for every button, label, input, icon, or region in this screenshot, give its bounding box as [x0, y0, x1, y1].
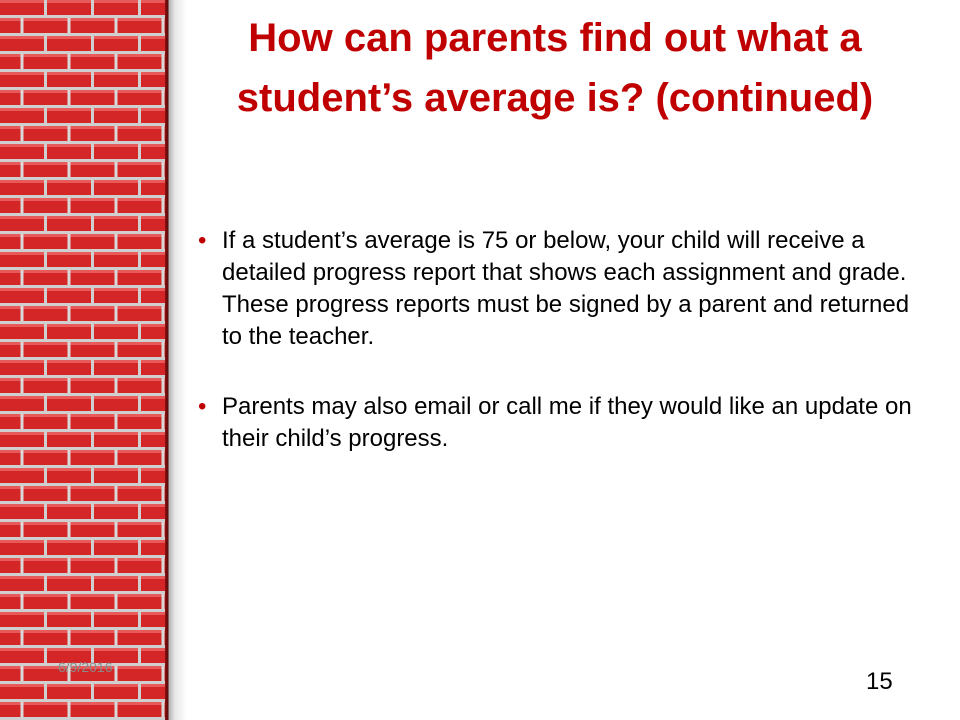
brick-highlight [47, 108, 91, 111]
brick-highlight [0, 18, 21, 21]
brick-highlight [47, 612, 91, 615]
bullet-list [188, 225, 918, 493]
brick-highlight [0, 54, 21, 57]
brick-highlight [0, 450, 21, 453]
brick-highlight [0, 342, 21, 345]
brick-highlight [24, 594, 68, 597]
bullet-item [188, 225, 918, 353]
slide-title: How can parents find out what a student’s average is? (continued) [236, 16, 874, 120]
brick-highlight [0, 378, 21, 381]
brick-highlight [141, 252, 165, 255]
brick-highlight [71, 378, 115, 381]
brick-highlight [94, 108, 138, 111]
brick-highlight [24, 702, 68, 705]
brick-highlight [141, 432, 165, 435]
brick-highlight [0, 504, 44, 507]
brick-highlight [24, 162, 68, 165]
brick-highlight [47, 648, 91, 651]
brick-highlight [0, 414, 21, 417]
brick-highlight [47, 324, 91, 327]
brick-highlight [0, 684, 44, 687]
brick-highlight [118, 378, 162, 381]
brick-highlight [71, 414, 115, 417]
brick-highlight [71, 54, 115, 57]
brick-highlight [71, 558, 115, 561]
brick-highlight [47, 432, 91, 435]
brick-highlight [71, 486, 115, 489]
bullet-text: If a student’s average is 75 or below, your child will receive a detailed progress report that shows each assignment and grade. These progress reports must be signed by a parent and returned to the teacher. [222, 227, 910, 350]
brick-highlight [0, 234, 21, 237]
brick-highlight [94, 432, 138, 435]
brick-highlight [0, 324, 44, 327]
brick-highlight [141, 540, 165, 543]
brick-highlight [0, 144, 44, 147]
brick-highlight [47, 540, 91, 543]
brick-highlight [141, 0, 165, 3]
brick-pattern [0, 0, 165, 720]
brick-highlight [71, 594, 115, 597]
brick-highlight [141, 360, 165, 363]
brick-highlight [24, 198, 68, 201]
brick-highlight [94, 684, 138, 687]
brick-highlight [0, 558, 21, 561]
brick-highlight [118, 486, 162, 489]
brick-highlight [24, 234, 68, 237]
brick-highlight [47, 216, 91, 219]
brick-highlight [0, 540, 44, 543]
brick-highlight [141, 180, 165, 183]
brick-highlight [24, 450, 68, 453]
brick-highlight [71, 702, 115, 705]
brick-highlight [118, 522, 162, 525]
brick-highlight [71, 270, 115, 273]
brick-highlight [141, 108, 165, 111]
brick-highlight [118, 162, 162, 165]
brick-highlight [0, 180, 44, 183]
brick-highlight [118, 630, 162, 633]
brick-highlight [118, 702, 162, 705]
brick-highlight [94, 504, 138, 507]
brick-highlight [71, 234, 115, 237]
brick-highlight [24, 630, 68, 633]
brick-highlight [47, 504, 91, 507]
brick-highlight [24, 90, 68, 93]
brick-highlight [0, 522, 21, 525]
brick-highlight [47, 180, 91, 183]
brick-highlight [94, 216, 138, 219]
brick-highlight [94, 72, 138, 75]
brick-highlight [0, 270, 21, 273]
brick-highlight [0, 252, 44, 255]
brick-highlight [94, 612, 138, 615]
brick-highlight [0, 666, 21, 669]
brick-wall-decoration [0, 0, 165, 720]
brick-highlight [71, 126, 115, 129]
brick-highlight [24, 486, 68, 489]
brick-highlight [94, 36, 138, 39]
brick-highlight [141, 144, 165, 147]
brick-highlight [0, 486, 21, 489]
brick-highlight [24, 414, 68, 417]
brick-highlight [94, 0, 138, 3]
brick-highlight [94, 144, 138, 147]
brick-highlight [118, 126, 162, 129]
brick-highlight [118, 54, 162, 57]
brick-highlight [0, 432, 44, 435]
brick-highlight [118, 450, 162, 453]
brick-highlight [24, 270, 68, 273]
brick-highlight [47, 72, 91, 75]
brick-highlight [0, 198, 21, 201]
brick-highlight [24, 126, 68, 129]
brick-highlight [94, 540, 138, 543]
brick-highlight [24, 306, 68, 309]
brick-highlight [118, 270, 162, 273]
brick-highlight [71, 630, 115, 633]
slide-number: 15 [866, 668, 893, 695]
brick-highlight [141, 468, 165, 471]
brick-highlight [0, 36, 44, 39]
brick-highlight [24, 342, 68, 345]
brick-highlight [47, 360, 91, 363]
brick-highlight [71, 342, 115, 345]
brick-highlight [118, 666, 162, 669]
bullet-icon: • [198, 227, 207, 254]
brick-highlight [0, 360, 44, 363]
brick-highlight [0, 630, 21, 633]
brick-highlight [118, 234, 162, 237]
brick-highlight [0, 126, 21, 129]
brick-highlight [71, 162, 115, 165]
brick-highlight [47, 576, 91, 579]
brick-highlight [94, 396, 138, 399]
brick-highlight [24, 522, 68, 525]
brick-highlight [94, 576, 138, 579]
bullet-text: Parents may also email or call me if they would like an update on their child’s progress. [222, 393, 912, 452]
brick-highlight [118, 342, 162, 345]
brick-highlight [118, 414, 162, 417]
brick-highlight [24, 378, 68, 381]
brick-highlight [141, 684, 165, 687]
brick-highlight [141, 504, 165, 507]
brick-highlight [0, 576, 44, 579]
brick-highlight [0, 468, 44, 471]
brick-highlight [118, 306, 162, 309]
brick-highlight [141, 648, 165, 651]
brick-highlight [94, 360, 138, 363]
brick-highlight [0, 306, 21, 309]
brick-highlight [47, 252, 91, 255]
brick-highlight [141, 576, 165, 579]
brick-highlight [0, 108, 44, 111]
brick-highlight [71, 306, 115, 309]
bullet-item [188, 391, 918, 455]
brick-highlight [0, 72, 44, 75]
brick-highlight [118, 198, 162, 201]
brick-highlight [141, 216, 165, 219]
brick-highlight [118, 594, 162, 597]
brick-highlight [141, 72, 165, 75]
wall-edge-bevel [165, 0, 187, 720]
brick-highlight [0, 216, 44, 219]
brick-highlight [24, 18, 68, 21]
brick-highlight [94, 324, 138, 327]
brick-highlight [94, 468, 138, 471]
brick-highlight [47, 0, 91, 3]
brick-highlight [71, 18, 115, 21]
brick-highlight [24, 54, 68, 57]
brick-highlight [0, 162, 21, 165]
brick-highlight [71, 450, 115, 453]
brick-highlight [141, 288, 165, 291]
brick-highlight [94, 252, 138, 255]
brick-highlight [0, 702, 21, 705]
bullet-icon: • [198, 393, 207, 420]
brick-highlight [0, 594, 21, 597]
brick-highlight [94, 648, 138, 651]
brick-highlight [47, 144, 91, 147]
brick-highlight [118, 90, 162, 93]
brick-highlight [141, 324, 165, 327]
brick-highlight [24, 558, 68, 561]
brick-highlight [47, 684, 91, 687]
brick-highlight [71, 198, 115, 201]
brick-highlight [141, 396, 165, 399]
brick-highlight [0, 288, 44, 291]
brick-highlight [47, 36, 91, 39]
brick-highlight [71, 90, 115, 93]
brick-highlight [0, 0, 44, 3]
brick-highlight [47, 288, 91, 291]
brick-highlight [141, 612, 165, 615]
brick-highlight [0, 648, 44, 651]
brick-highlight [94, 288, 138, 291]
brick-highlight [141, 36, 165, 39]
brick-highlight [71, 522, 115, 525]
brick-highlight [0, 612, 44, 615]
brick-highlight [0, 90, 21, 93]
brick-highlight [118, 558, 162, 561]
brick-highlight [94, 180, 138, 183]
brick-highlight [47, 396, 91, 399]
brick-highlight [0, 396, 44, 399]
slide-date: 6/9/2016 [58, 659, 113, 675]
brick-highlight [118, 18, 162, 21]
brick-highlight [47, 468, 91, 471]
